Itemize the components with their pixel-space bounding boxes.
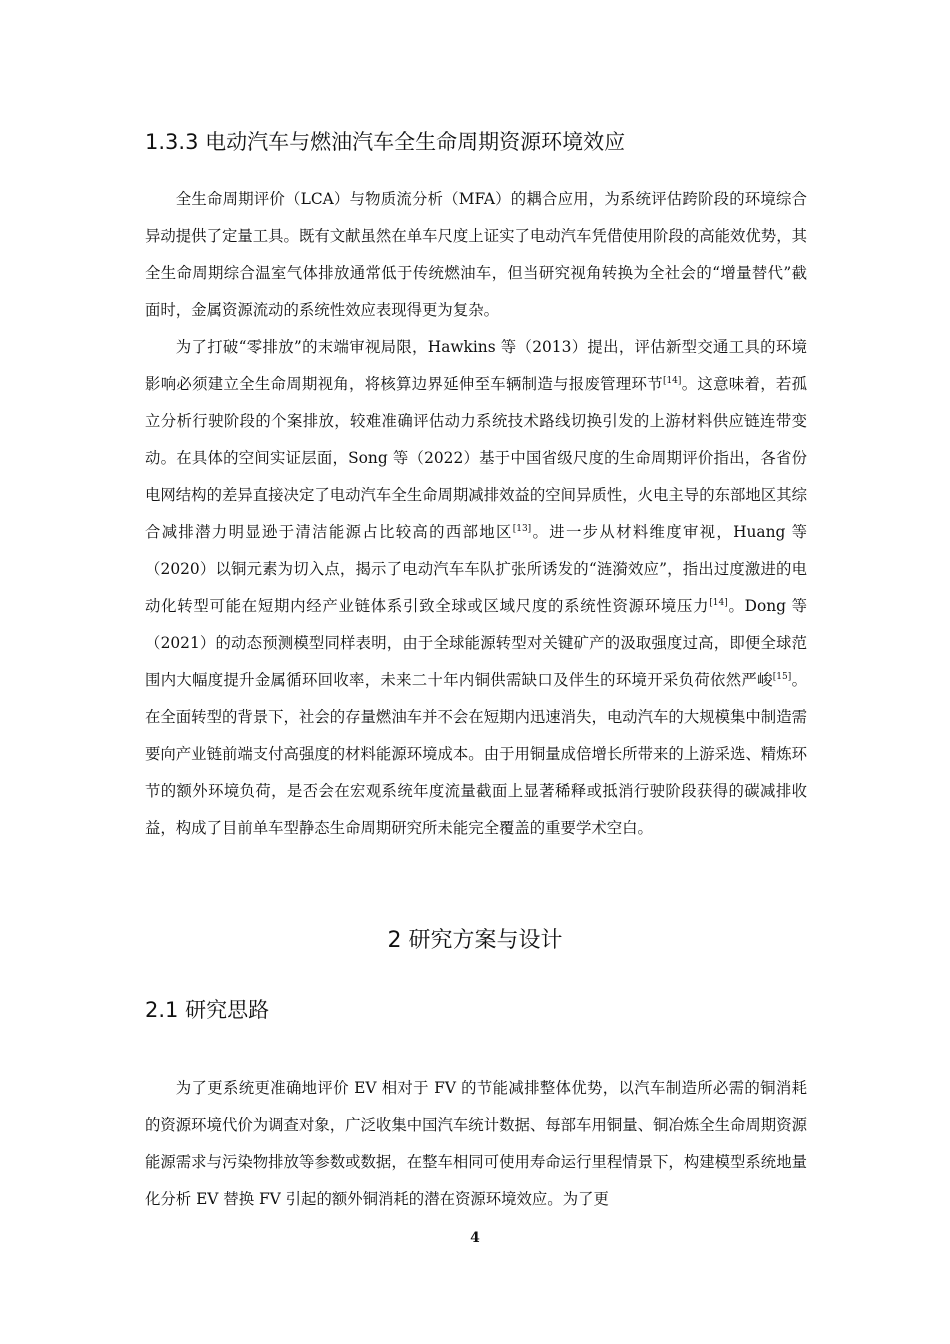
paragraph-text-part: 。进一步从材料维度审视，Huang 等（2020）以铜元素为切入点，揭示了电动汽车车队扩张所诱发的“涟漪效应”，指出过度激进的电动化转型可能在短期内经产业链体系引致全球或区域尺度的系统性资源环境压力 [145, 523, 807, 615]
paragraph-text-part: 。这意味着，若孤立分析行驶阶段的个案排放，较难准确评估动力系统技术路线切换引发的上游材料供应链连带变动。在具体的空间实证层面，Song 等（2022）基于中国省级尺度的生命周期评价指出，各省份电网结构的差异直接决定了电动汽车全生命周期减排效益的空间异质性，火电主导的东部地区其综合减排潜力明显逊于清洁能源占比较高的西部地区 [145, 375, 807, 541]
paragraph-text-part: 为了打破“零排放”的末端审视局限，Hawkins 等（2013）提出，评估新型交通工具的环境影响必须建立全生命周期视角，将核算边界延伸至车辆制造与报废管理环节 [145, 338, 807, 393]
citation-ref: [13] [512, 523, 532, 534]
section-heading-1-3-3: 1.3.3 电动汽车与燃油汽车全生命周期资源环境效应 [145, 130, 626, 154]
paragraph-text-part: 。Dong 等（2021）的动态预测模型同样表明，由于全球能源转型对关键矿产的汲取强度过高，即便全球范围内大幅度提升金属循环回收率，未来二十年内铜供需缺口及伴生的环境开采负荷依然严峻 [145, 597, 807, 689]
paragraph-text-part: 。在全面转型的背景下，社会的存量燃油车并不会在短期内迅速消失，电动汽车的大规模集中制造需要向产业链前端支付高强度的材料能源环境成本。由于用铜量成倍增长所带来的上游采选、精炼环节的额外环境负荷，是否会在宏观系统年度流量截面上显著稀释或抵消行驶阶段获得的碳减排收益，构成了目前单车型静态生命周期研究所未能完全覆盖的重要学术空白。 [145, 671, 807, 837]
page-number: 4 [470, 1230, 480, 1246]
paragraph-literature-review [145, 329, 807, 847]
citation-ref: [14] [662, 375, 682, 386]
citation-ref: [15] [772, 671, 792, 682]
citation-ref: [14] [709, 597, 728, 608]
paragraph-research-approach: 为了更系统更准确地评价 EV 相对于 FV 的节能减排整体优势，以汽车制造所必需的铜消耗的资源环境代价为调查对象，广泛收集中国汽车统计数据、每部车用铜量、铜冶炼全生命周期资源能源需求与污染物排放等参数或数据，在整车相同可使用寿命运行里程情景下，构建模型系统地量化分析 EV 替换 FV 引起的额外铜消耗的潜在资源环境效应。为了更 [145, 1079, 807, 1208]
chapter-heading-2: 2 研究方案与设计 [387, 928, 563, 953]
paragraph-lca-mfa: 全生命周期评价（LCA）与物质流分析（MFA）的耦合应用，为系统评估跨阶段的环境综合异动提供了定量工具。既有文献虽然在单车尺度上证实了电动汽车凭借使用阶段的高能效优势，其全生命周期综合温室气体排放通常低于传统燃油车，但当研究视角转换为全社会的“增量替代”截面时，金属资源流动的系统性效应表现得更为复杂。 [145, 190, 807, 319]
section-heading-2-1: 2.1 研究思路 [145, 998, 270, 1022]
